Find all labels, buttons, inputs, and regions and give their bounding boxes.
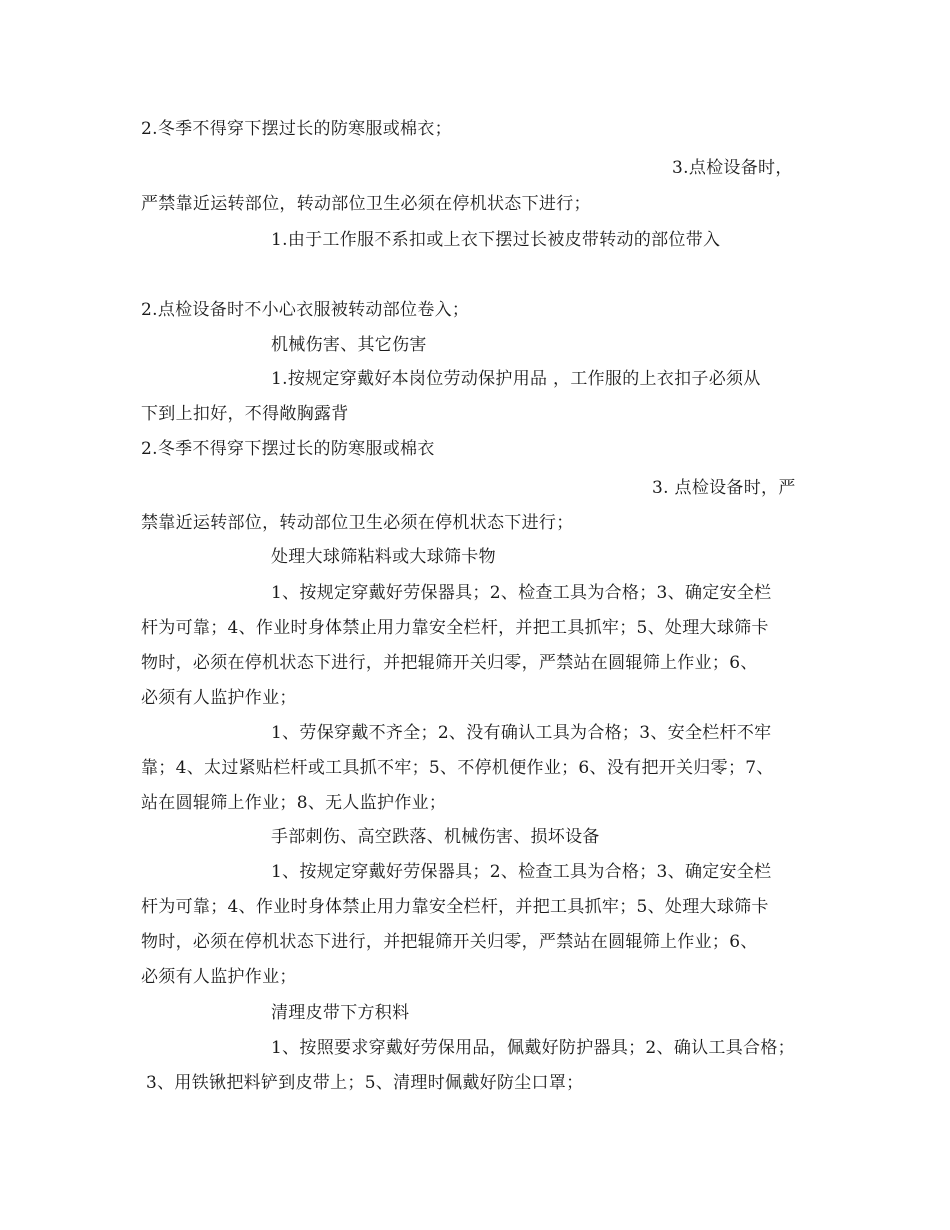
text-line: 2.冬季不得穿下摆过长的防寒服或棉衣； xyxy=(141,119,452,139)
text-line: 1.按规定穿戴好本岗位劳动保护用品 ，工作服的上衣扣子必须从 xyxy=(271,369,761,389)
text-line: 1、按照要求穿戴好劳保用品，佩戴好防护器具；2、确认工具合格； xyxy=(271,1038,795,1058)
text-line: 1.由于工作服不系扣或上衣下摆过长被皮带转动的部位带入 xyxy=(271,230,721,250)
text-line: 物时，必须在停机状态下进行，并把辊筛开关归零，严禁站在圆辊筛上作业；6、 xyxy=(141,653,758,673)
text-line: 靠；4、太过紧贴栏杆或工具抓不牢；5、不停机便作业；6、没有把开关归零；7、 xyxy=(141,758,774,778)
text-line: 杆为可靠；4、作业时身体禁止用力靠安全栏杆，并把工具抓牢；5、处理大球筛卡 xyxy=(141,618,769,638)
text-line: 必须有人监护作业； xyxy=(141,688,297,708)
text-line: 禁靠近运转部位，转动部位卫生必须在停机状态下进行； xyxy=(141,513,574,533)
text-line: 站在圆辊筛上作业；8、无人监护作业； xyxy=(141,793,447,813)
text-line: 处理大球筛粘料或大球筛卡物 xyxy=(271,547,496,567)
text-line: 3、用铁锹把料铲到皮带上；5、清理时佩戴好防尘口罩； xyxy=(146,1073,584,1093)
text-line: 下到上扣好，不得敞胸露背 xyxy=(141,404,349,424)
text-line: 2.冬季不得穿下摆过长的防寒服或棉衣 xyxy=(141,439,435,459)
text-line: 机械伤害、其它伤害 xyxy=(271,335,427,355)
text-line: 清理皮带下方积料 xyxy=(271,1003,410,1023)
text-line: 3. 点检设备时，严 xyxy=(652,478,796,498)
text-line: 物时，必须在停机状态下进行，并把辊筛开关归零，严禁站在圆辊筛上作业；6、 xyxy=(141,932,758,952)
text-line: 1、按规定穿戴好劳保器具；2、检查工具为合格；3、确定安全栏 xyxy=(271,862,772,882)
text-line: 2.点检设备时不小心衣服被转动部位卷入； xyxy=(141,300,470,320)
text-line: 手部刺伤、高空跌落、机械伤害、损坏设备 xyxy=(271,827,600,847)
text-line: 严禁靠近运转部位，转动部位卫生必须在停机状态下进行； xyxy=(141,194,591,214)
text-line: 必须有人监护作业； xyxy=(141,967,297,987)
text-line: 1、按规定穿戴好劳保器具；2、检查工具为合格；3、确定安全栏 xyxy=(271,583,772,603)
text-line: 3.点检设备时， xyxy=(672,158,793,178)
text-line: 杆为可靠；4、作业时身体禁止用力靠安全栏杆，并把工具抓牢；5、处理大球筛卡 xyxy=(141,897,769,917)
text-line: 1、劳保穿戴不齐全；2、没有确认工具为合格；3、安全栏杆不牢 xyxy=(271,723,772,743)
